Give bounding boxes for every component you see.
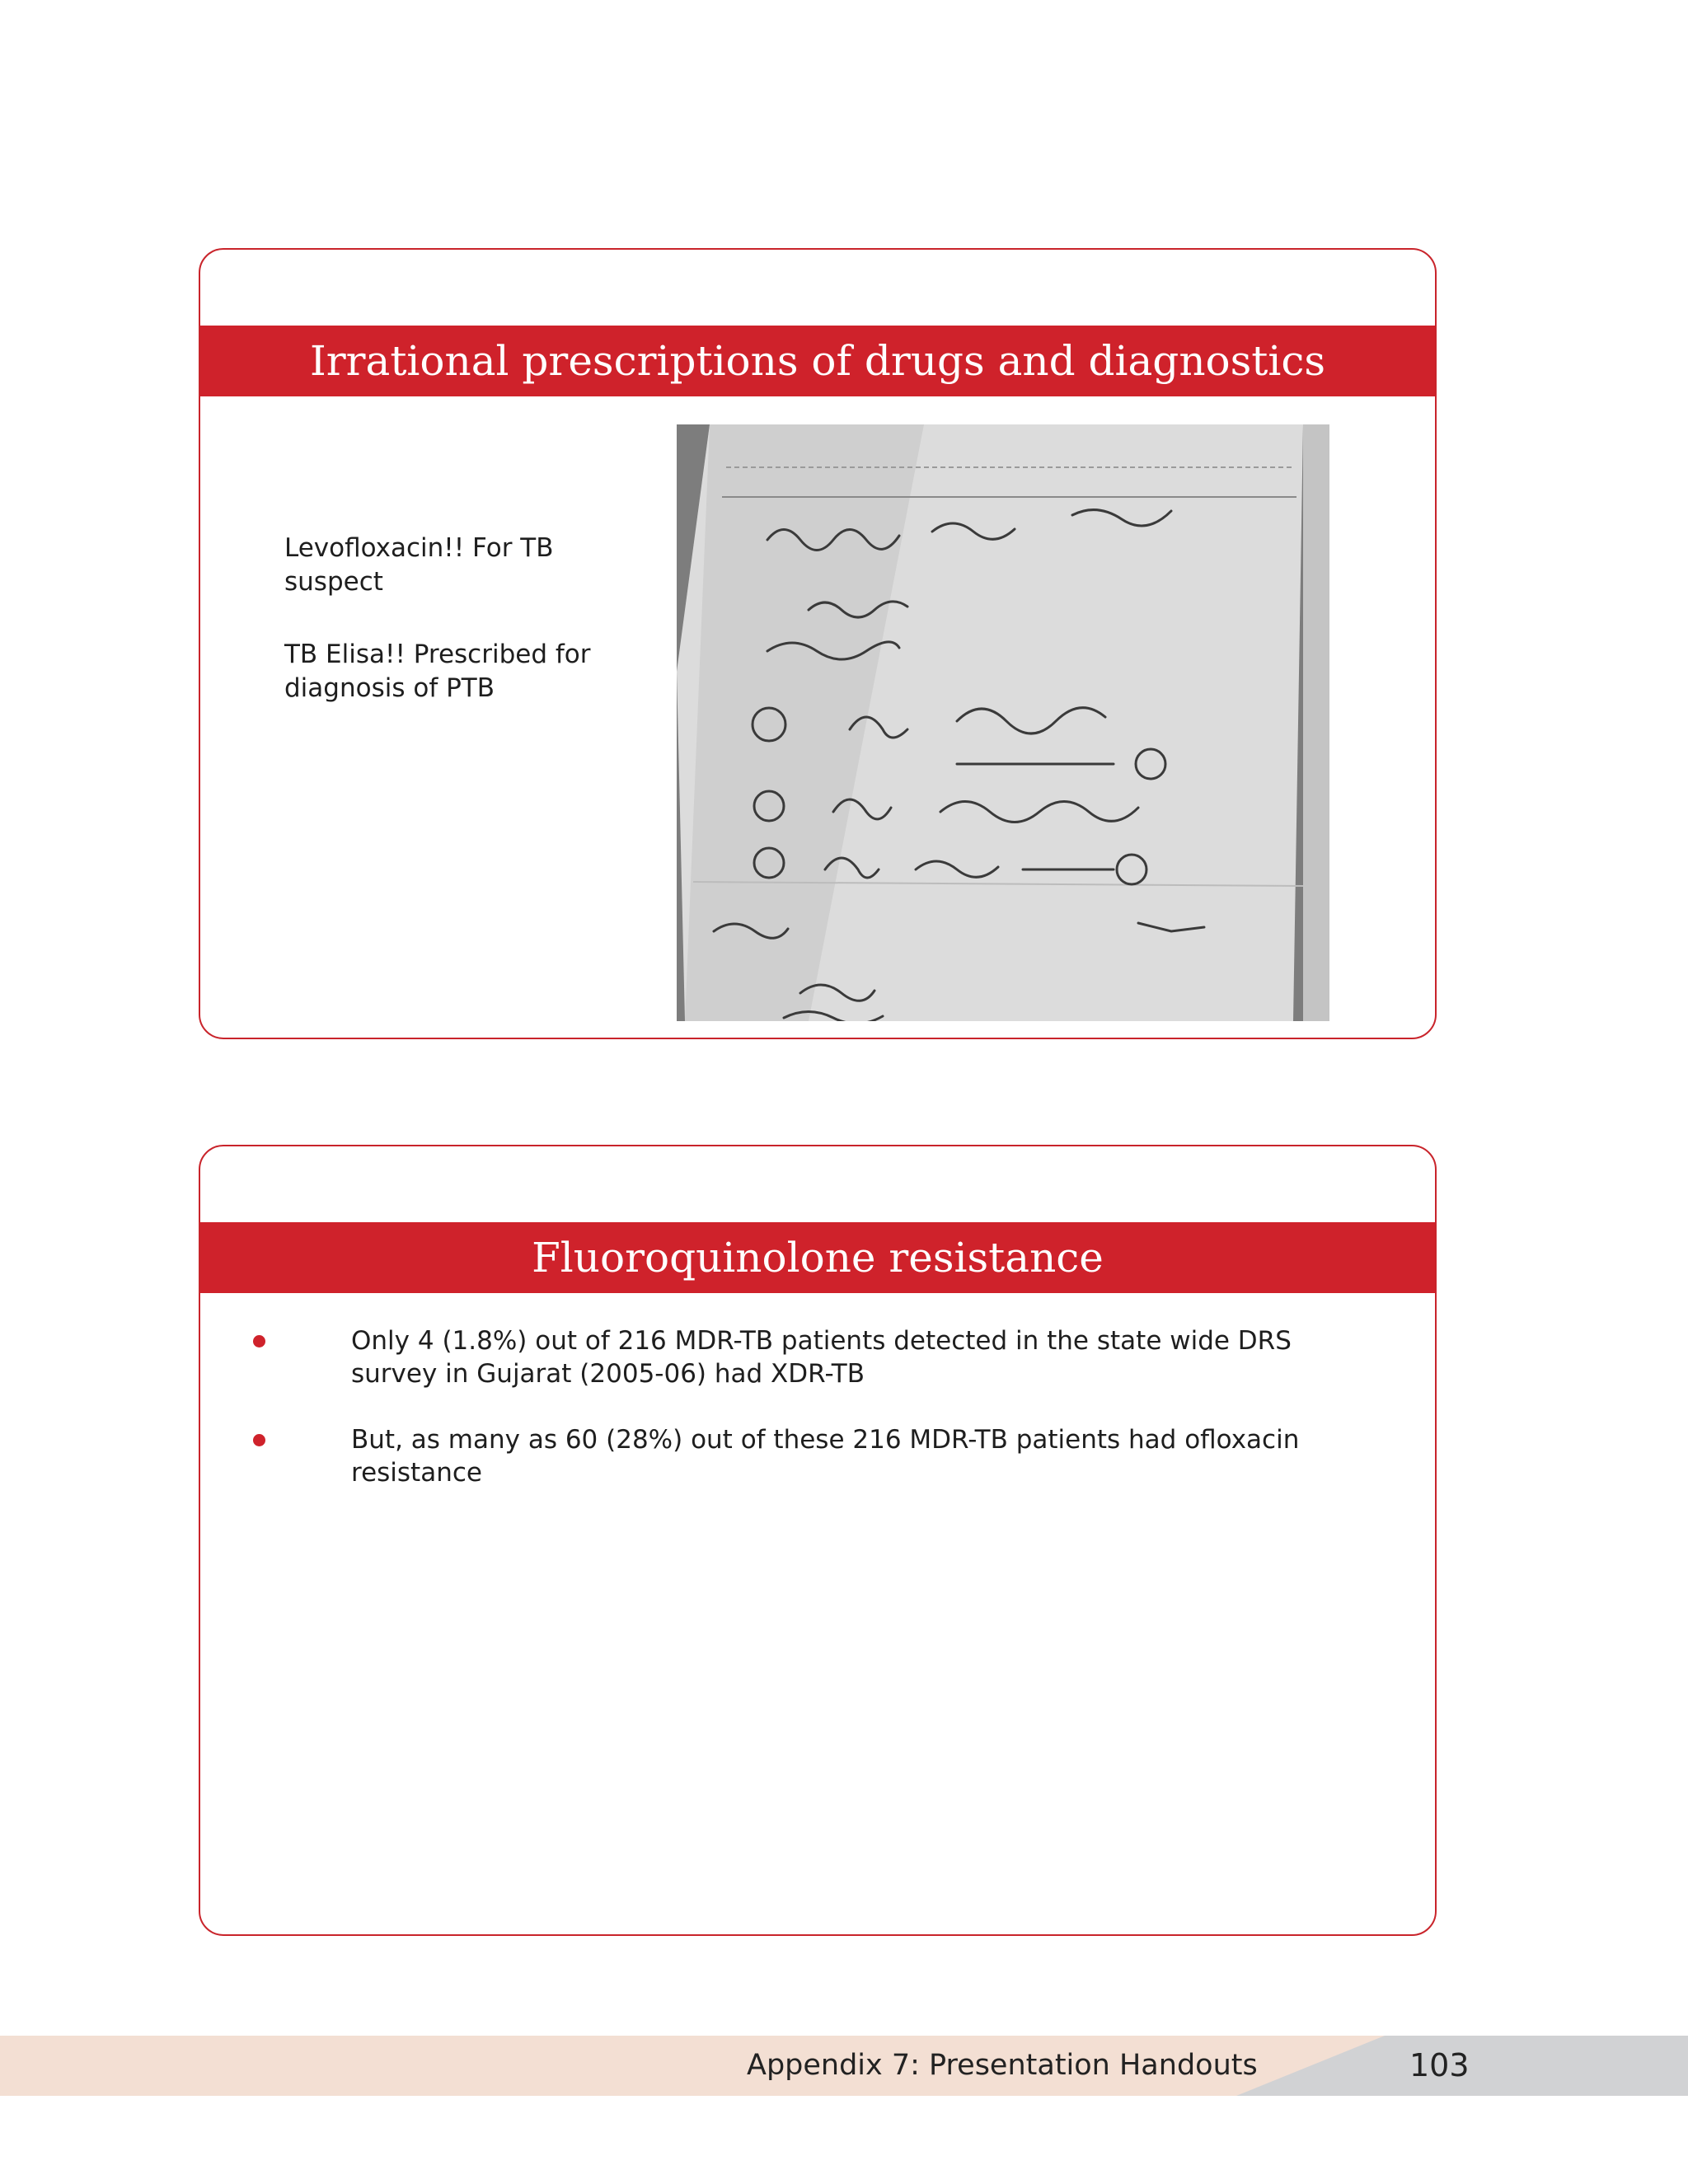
prescription-photo — [677, 424, 1329, 1021]
bullet-text: Only 4 (1.8%) out of 216 MDR-TB patients detected in the state wide DRS survey in Gujarat (2005-06) had XDR-TB — [351, 1326, 1292, 1389]
bullet-text: But, as many as 60 (28%) out of these 216 MDR-TB patients had ofloxacin resistance — [351, 1425, 1300, 1488]
note-tb-elisa: TB Elisa!! Prescribed for diagnosis of PTB — [284, 640, 591, 703]
slide-title: Fluoroquinolone resistance — [200, 1222, 1435, 1293]
bullet-item — [250, 1423, 1371, 1489]
bullet-list — [250, 1324, 1371, 1522]
bullet-dot-icon — [253, 1335, 265, 1347]
bullet-item — [250, 1324, 1371, 1390]
slide-irrational-prescriptions — [199, 248, 1437, 1039]
page-footer — [0, 2036, 1688, 2096]
note-levofloxacin: Levofloxacin!! For TB suspect — [284, 533, 554, 597]
footer-title: Appendix 7: Presentation Handouts — [747, 2049, 1258, 2082]
slide-title: Irrational prescriptions of drugs and diagnostics — [200, 326, 1435, 396]
slide-fluoroquinolone-resistance — [199, 1145, 1437, 1936]
bullet-dot-icon — [253, 1434, 265, 1446]
prescription-photo-graphic — [677, 424, 1329, 1021]
page-number: 103 — [1409, 2047, 1470, 2083]
